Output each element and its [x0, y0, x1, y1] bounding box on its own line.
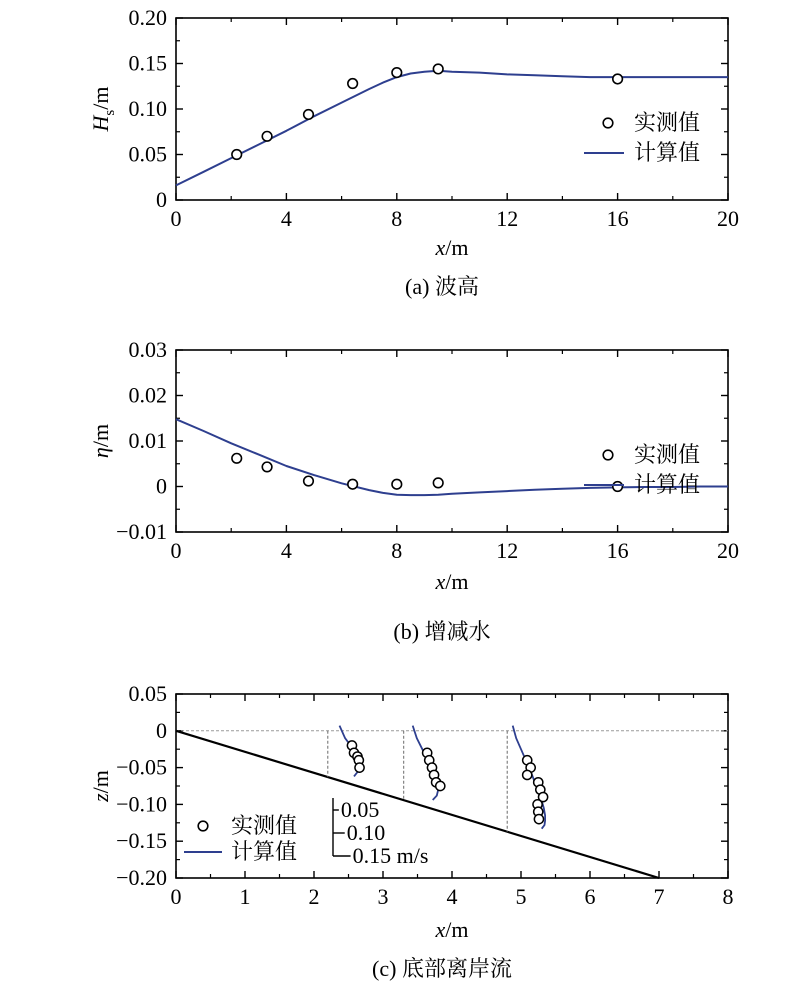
x-axis-var: x — [435, 235, 446, 260]
data-point-measured — [262, 132, 272, 142]
legend-label-measured: 实测值 — [634, 110, 701, 135]
data-point-measured — [392, 68, 402, 78]
y-axis-var: H — [88, 115, 113, 132]
data-point-measured — [232, 150, 242, 160]
x-tick-label: 6 — [584, 884, 596, 909]
y-tick-label: −0.20 — [116, 865, 167, 890]
y-axis-unit: /m — [88, 770, 113, 794]
velocity-point-measured — [534, 815, 543, 824]
x-tick-label: 1 — [239, 884, 251, 909]
legend-label-computed: 计算值 — [634, 472, 701, 497]
x-tick-label: 4 — [280, 538, 292, 563]
x-axis-label — [435, 917, 469, 942]
plot-frame — [176, 350, 728, 532]
y-axis-unit: /m — [88, 86, 113, 110]
y-tick-label: 0.03 — [128, 337, 167, 362]
velocity-point-measured — [355, 763, 364, 772]
legend-label-computed: 计算值 — [231, 839, 298, 864]
x-tick-label: 3 — [377, 884, 389, 909]
panel-caption: (b) 增减水 — [393, 619, 491, 644]
x-axis-var: x — [435, 917, 446, 942]
data-point-measured — [304, 110, 314, 120]
y-axis-label — [88, 424, 113, 458]
y-tick-label: 0 — [156, 717, 167, 743]
x-tick-label: 0 — [170, 538, 182, 563]
legend-label-computed: 计算值 — [634, 140, 701, 165]
x-tick-label: 12 — [496, 538, 519, 563]
data-point-measured — [232, 453, 242, 463]
legend-marker-measured — [603, 118, 613, 128]
panel-b — [88, 337, 739, 644]
x-tick-label: 2 — [308, 884, 320, 909]
y-axis-subscript: s — [102, 109, 118, 116]
x-tick-label: 7 — [653, 884, 665, 909]
x-tick-label: 20 — [717, 206, 739, 231]
x-axis-unit: /m — [445, 235, 469, 260]
panel-caption: (c) 底部离岸流 — [372, 956, 512, 981]
y-axis-unit: /m — [88, 423, 113, 448]
y-tick-label: −0.01 — [116, 519, 167, 544]
y-axis-var: η — [88, 447, 113, 459]
y-tick-label: 0.20 — [128, 5, 167, 30]
data-point-measured — [348, 479, 358, 489]
y-tick-label: −0.05 — [116, 754, 167, 780]
legend-label-measured: 实测值 — [231, 813, 298, 838]
panel-a — [88, 5, 739, 299]
y-tick-label: 0 — [156, 473, 167, 499]
legend-marker-measured — [603, 450, 613, 460]
y-axis-label — [88, 770, 113, 803]
panel-caption: (a) 波高 — [405, 274, 479, 299]
y-axis-var: z — [88, 793, 113, 802]
data-point-measured — [613, 482, 623, 492]
x-axis-label — [435, 569, 469, 594]
y-tick-label: 0.05 — [128, 681, 167, 706]
x-tick-label: 0 — [170, 884, 182, 909]
x-tick-label: 5 — [515, 884, 527, 909]
x-axis-unit: /m — [445, 569, 469, 594]
plot-frame — [176, 18, 728, 200]
velocity-scale-label: 0.15 m/s — [352, 843, 429, 868]
x-tick-label: 8 — [722, 884, 734, 909]
velocity-point-measured — [523, 770, 532, 779]
data-point-measured — [348, 79, 358, 89]
x-tick-label: 4 — [280, 206, 292, 231]
panel-c — [88, 681, 734, 981]
data-point-measured — [392, 479, 402, 489]
x-tick-label: 16 — [606, 538, 629, 563]
x-tick-label: 8 — [391, 538, 403, 563]
x-tick-label: 4 — [446, 884, 458, 909]
x-tick-label: 0 — [170, 206, 182, 231]
y-axis-label — [88, 87, 118, 133]
data-point-measured — [433, 64, 443, 74]
data-point-measured — [613, 74, 623, 84]
y-tick-label: −0.15 — [116, 828, 167, 854]
x-tick-label: 12 — [496, 206, 519, 231]
x-tick-label: 16 — [606, 206, 629, 231]
velocity-point-measured — [436, 781, 445, 790]
y-tick-label: 0.02 — [128, 382, 167, 408]
legend-marker-measured — [198, 821, 208, 831]
x-tick-label: 20 — [717, 538, 739, 563]
x-axis-var: x — [435, 569, 446, 594]
x-axis-unit: /m — [445, 917, 469, 942]
data-point-measured — [433, 478, 443, 488]
data-point-measured — [304, 476, 314, 486]
y-tick-label: −0.10 — [116, 791, 167, 817]
y-tick-label: 0.01 — [128, 428, 167, 453]
y-tick-label: 0.15 — [128, 50, 167, 76]
x-tick-label: 8 — [391, 206, 403, 231]
legend-label-measured: 实测值 — [634, 442, 701, 467]
data-point-measured — [262, 462, 272, 472]
y-tick-label: 0.05 — [128, 141, 167, 167]
velocity-scale-label: 0.10 — [346, 820, 386, 845]
x-axis-label — [435, 235, 469, 260]
velocity-scale-label: 0.05 — [340, 797, 380, 822]
y-tick-label: 0 — [156, 187, 167, 212]
y-tick-label: 0.10 — [128, 96, 167, 121]
